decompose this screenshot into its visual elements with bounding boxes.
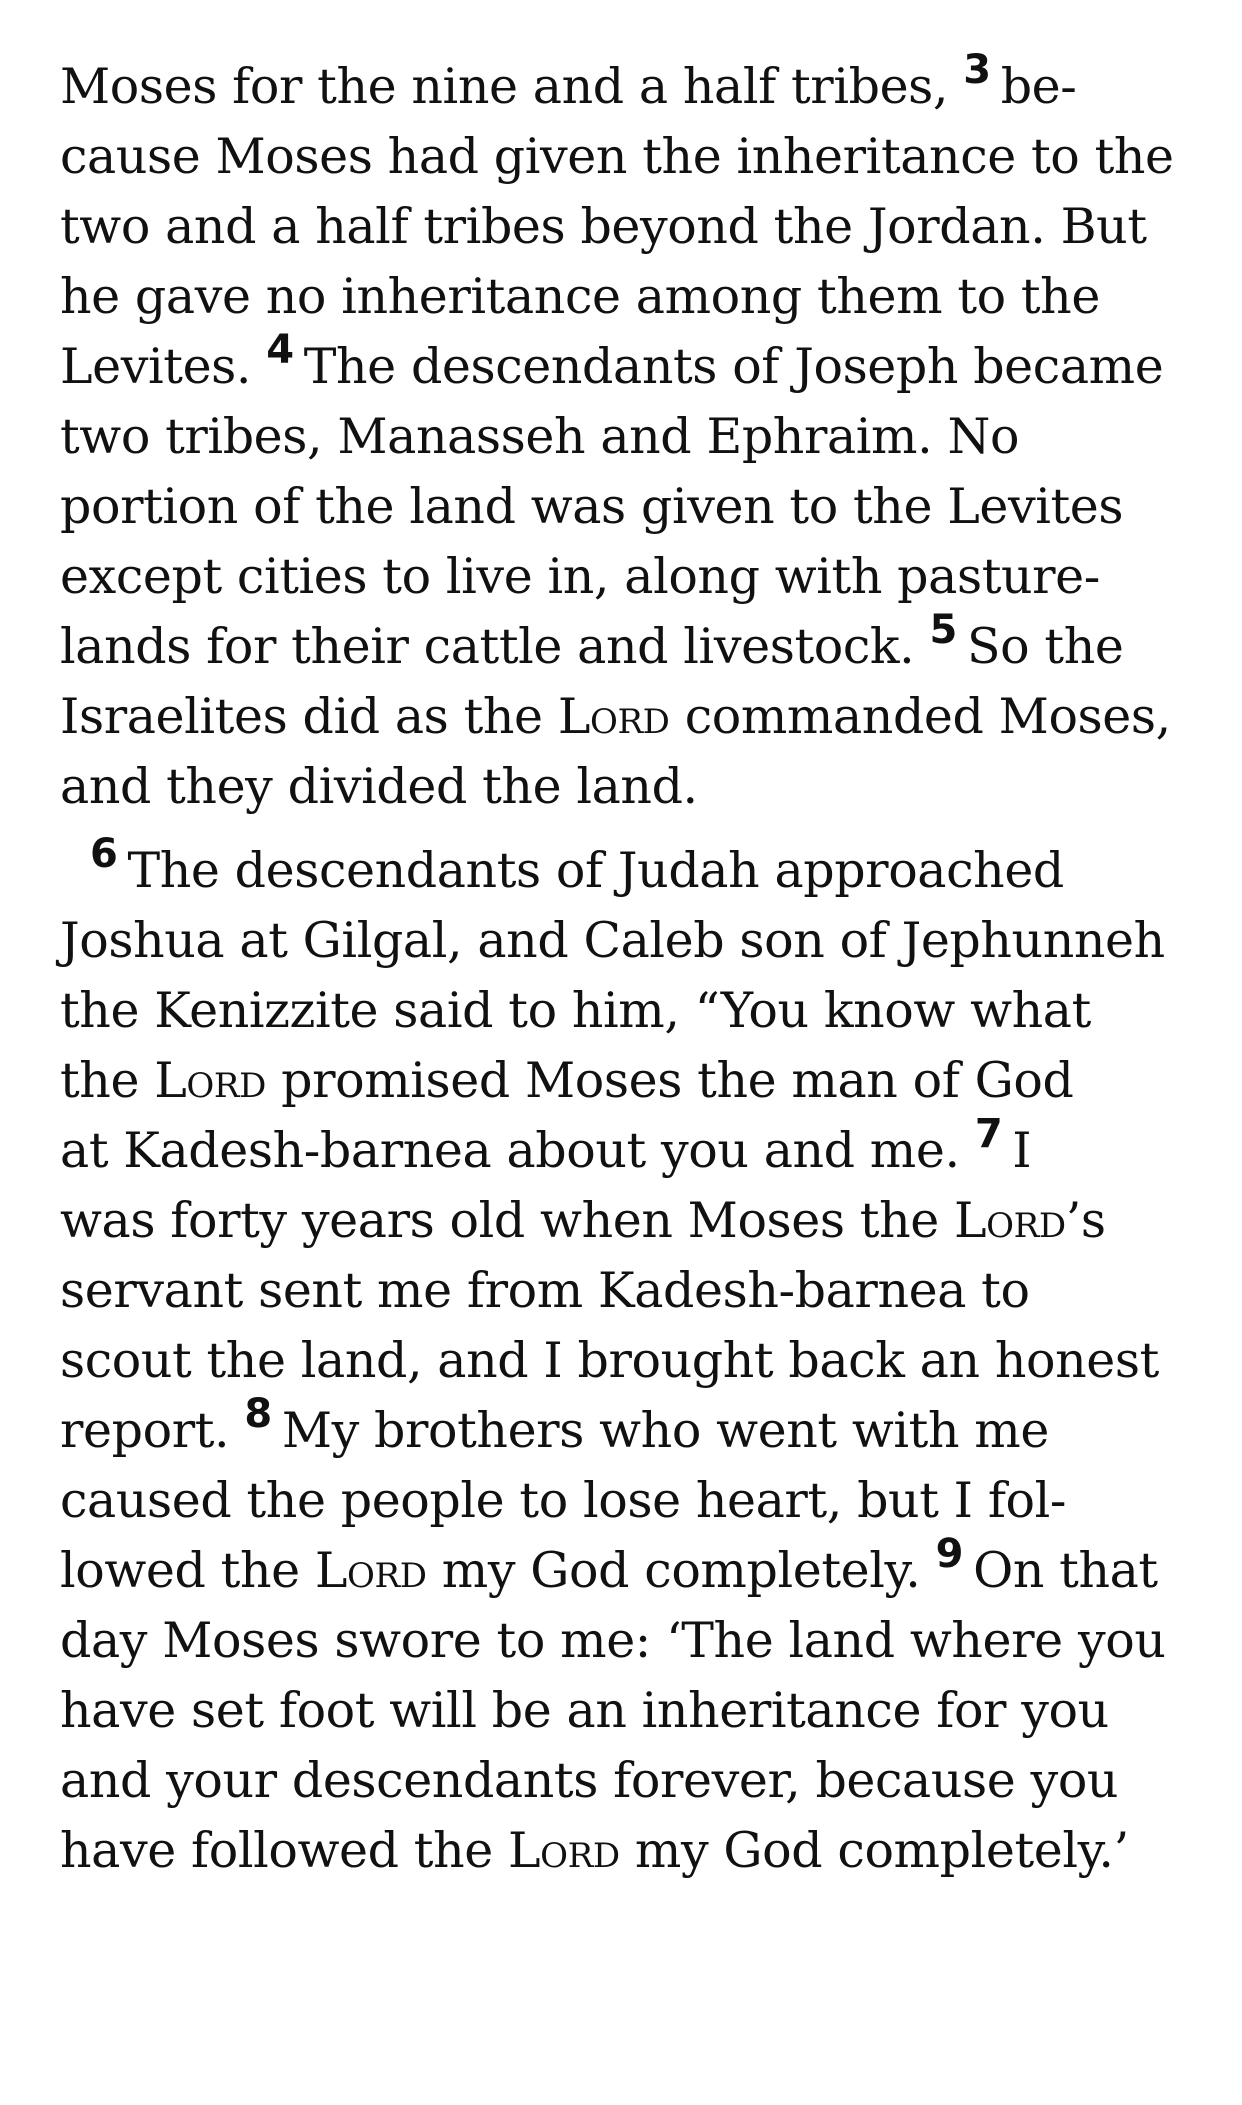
verse-number: 9	[935, 1531, 964, 1577]
verse-number: 3	[963, 47, 991, 93]
divine-name: Lord	[508, 1822, 620, 1879]
text-line: cause Moses had given the inheritance to the	[60, 128, 1174, 185]
divine-name: Lord	[314, 1542, 427, 1599]
text-line: except cities to live in, along with pasture-	[60, 548, 1100, 605]
text-line: was forty years old when Moses the Lord’s	[60, 1192, 1106, 1249]
text-line: Israelites did as the Lord commanded Moses,	[60, 688, 1171, 745]
text-line: lands for their cattle and livestock. $^5$ So the	[60, 607, 1124, 675]
text-line: portion of the land was given to the Levites	[60, 478, 1124, 535]
verse-number: 4	[266, 327, 294, 373]
divine-name: Lord	[557, 688, 670, 745]
text-line: the Lord promised Moses the man of God	[60, 1052, 1074, 1109]
text-line: at Kadesh-barnea about you and me. $^7$ I	[60, 1111, 1032, 1179]
text-line: servant sent me from Kadesh-barnea to	[60, 1262, 1030, 1319]
verse-number: 5	[929, 607, 957, 653]
text-line: two tribes, Manasseh and Ephraim. No	[60, 408, 1020, 465]
text-line: Moses for the nine and a half tribes, $^3$ be-	[60, 47, 1077, 115]
text-line: scout the land, and I brought back an honest	[60, 1332, 1159, 1389]
text-line: and they divided the land.	[60, 758, 698, 815]
text-line: two and a half tribes beyond the Jordan. But	[60, 198, 1147, 255]
text-line: caused the people to lose heart, but I fol-	[60, 1472, 1067, 1529]
verse-number: 6	[90, 831, 118, 877]
text-line: lowed the Lord my God completely. $^9$ On that	[60, 1531, 1158, 1599]
text-line: Joshua at Gilgal, and Caleb son of Jephunneh	[60, 912, 1165, 969]
verse-number: 7	[974, 1111, 1003, 1157]
divine-name: Lord	[154, 1052, 266, 1109]
text-line: the Kenizzite said to him, “You know what	[60, 982, 1091, 1039]
text-line: day Moses swore to me: ‘The land where you	[60, 1612, 1166, 1669]
verse-number: 8	[244, 1391, 272, 1437]
text-line: have set foot will be an inheritance for you	[60, 1682, 1109, 1739]
text-line: he gave no inheritance among them to the	[60, 268, 1100, 325]
text-line: have followed the Lord my God completely.’	[60, 1822, 1129, 1879]
scripture-passage	[60, 47, 1190, 1886]
text-line: $^6$ The descendants of Judah approached	[90, 831, 1064, 899]
divine-name: Lord	[954, 1192, 1066, 1249]
text-line: Levites. $^4$ The descendants of Joseph became	[60, 327, 1164, 395]
text-line: report. $^8$ My brothers who went with me	[60, 1391, 1049, 1459]
text-line: and your descendants forever, because you	[60, 1752, 1119, 1809]
